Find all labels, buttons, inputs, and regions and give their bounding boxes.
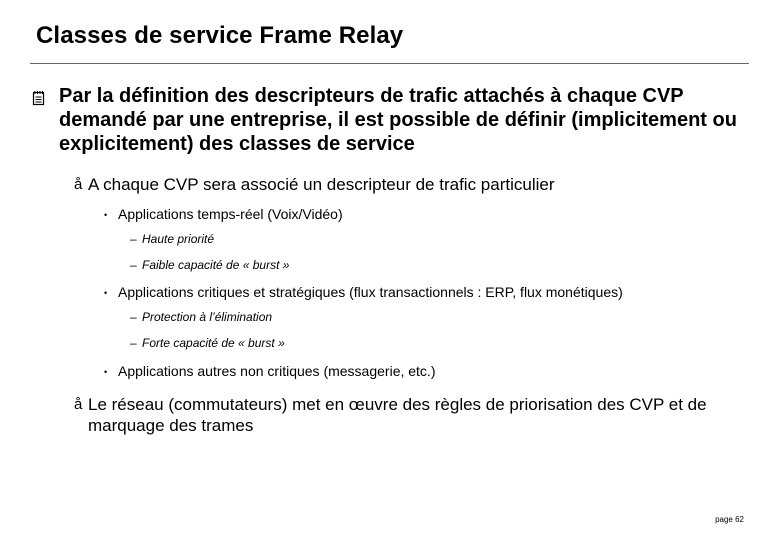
bullet-level4-marker: – bbox=[130, 336, 137, 350]
bullet-level3-text-3: Applications autres non critiques (messagerie, etc.) bbox=[118, 363, 436, 379]
bullet-level4-marker: – bbox=[130, 232, 137, 246]
slide-title: Classes de service Frame Relay bbox=[36, 22, 404, 49]
bullet-level4-text-2a: Protection à l’élimination bbox=[142, 310, 273, 324]
bullet-level3-marker: • bbox=[104, 210, 108, 220]
page-number: page 62 bbox=[715, 515, 744, 524]
bullet-level2-text-b-line bbox=[88, 394, 748, 436]
bullet-level3-marker: • bbox=[104, 367, 108, 377]
bullet-level4-text-1a: Haute priorité bbox=[142, 232, 215, 246]
bullet-level2-marker: å bbox=[74, 396, 83, 413]
bullet-level1-text: Par la définition des descripteurs de trafic attachés à chaque CVP demandé par une entreprise, il est possible de définir (implicitement ou explicitement) des classes de service bbox=[59, 85, 737, 155]
bullet-level4-marker: – bbox=[130, 310, 137, 324]
bullet-level3-text-2: Applications critiques et stratégiques (flux transactionnels : ERP, flux monétiques) bbox=[118, 284, 623, 300]
bullet-level4-marker: – bbox=[130, 258, 137, 272]
bullet-level2-marker: å bbox=[74, 176, 83, 193]
bullet-level3-marker: • bbox=[104, 288, 108, 298]
title-divider bbox=[30, 63, 749, 64]
bullet-level2-text-b: Le réseau (commutateurs) met en œuvre des règles de priorisation des CVP et de marquage des trames bbox=[88, 395, 707, 435]
notepad-bullet-icon bbox=[32, 90, 46, 106]
bullet-level3-text-1: Applications temps-réel (Voix/Vidéo) bbox=[118, 206, 343, 222]
bullet-level2-text-a: A chaque CVP sera associé un descripteur de trafic particulier bbox=[88, 175, 555, 194]
bullet-level4-text-1b: Faible capacité de « burst » bbox=[142, 258, 290, 272]
bullet-level4-text-2b: Forte capacité de « burst » bbox=[142, 336, 285, 350]
